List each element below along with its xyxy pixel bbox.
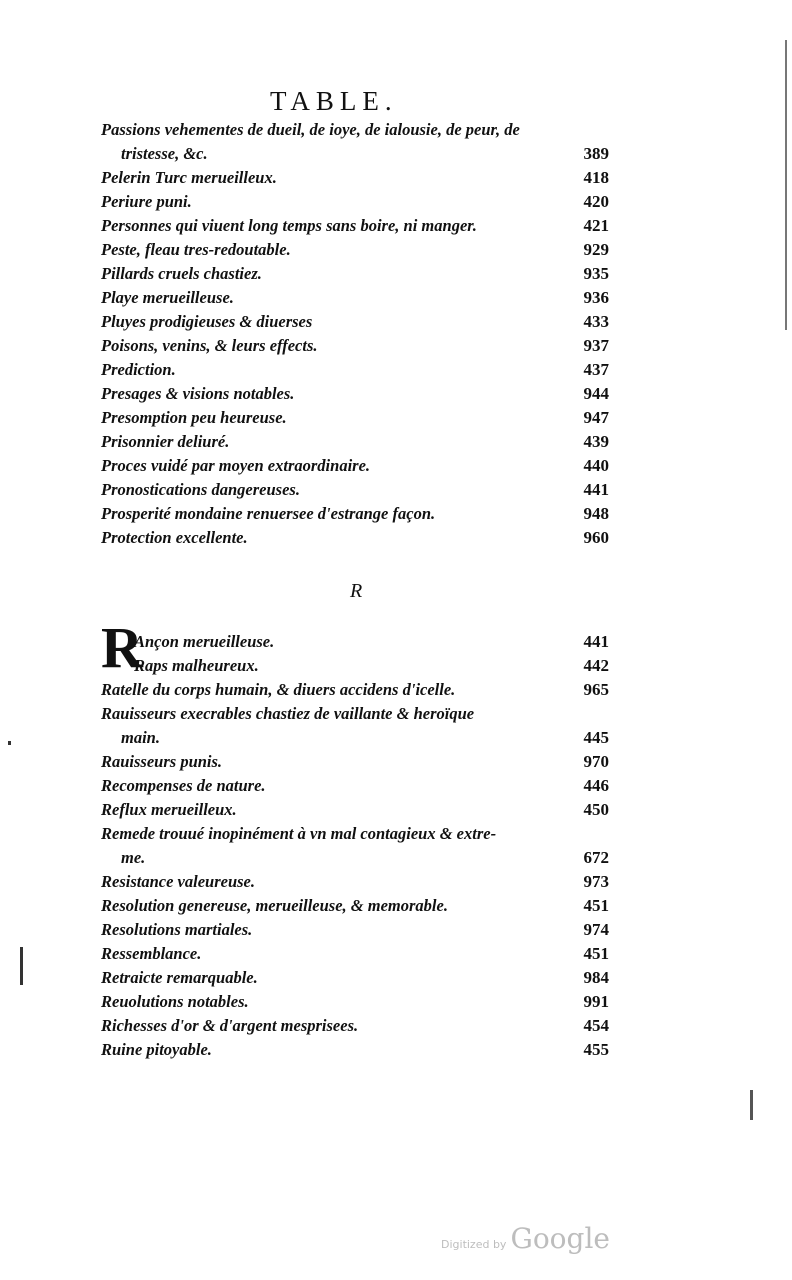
- index-entry: [101, 798, 609, 822]
- entry-page-number: 944: [583, 384, 609, 403]
- index-entry: [101, 822, 609, 846]
- entry-text: Reuolutions notables.: [101, 992, 249, 1011]
- index-entry: [101, 918, 609, 942]
- index-entry: [101, 774, 609, 798]
- google-logo: Google: [510, 1222, 610, 1255]
- index-entry: [101, 678, 609, 702]
- entry-text: Pelerin Turc merueilleux.: [101, 168, 277, 187]
- entry-text: Playe merueilleuse.: [101, 288, 234, 307]
- entry-page-number: 418: [583, 168, 609, 187]
- entry-page-number: 446: [583, 776, 609, 795]
- entry-text: Ratelle du corps humain, & diuers accidens d'icelle.: [101, 680, 456, 699]
- index-entry: [101, 478, 609, 502]
- entry-page-number: 974: [583, 920, 609, 939]
- entry-text: Rauisseurs execrables chastiez de vaillante & heroïque: [101, 704, 475, 723]
- entry-text: Personnes qui viuent long temps sans boire, ni manger.: [101, 216, 477, 235]
- entry-page-number: 433: [583, 312, 609, 331]
- index-entry: [101, 726, 609, 750]
- entry-page-number: 936: [583, 288, 609, 307]
- entry-page-number: 437: [583, 360, 609, 379]
- page-title: TABLE.: [270, 86, 398, 116]
- index-entry: [101, 750, 609, 774]
- entry-page-number: 441: [583, 480, 609, 499]
- entry-text: Prisonnier deliuré.: [101, 432, 230, 451]
- index-entry: [101, 166, 609, 190]
- index-entry: [101, 702, 609, 726]
- index-entry: [101, 1038, 609, 1062]
- entry-page-number: 441: [583, 632, 609, 651]
- entry-text: Presomption peu heureuse.: [101, 408, 287, 427]
- entry-text: me.: [121, 848, 146, 867]
- entry-text: Reflux merueilleux.: [101, 800, 237, 819]
- entry-page-number: 947: [583, 408, 609, 427]
- index-entry: [101, 630, 609, 654]
- page-edge-shadow: [785, 40, 787, 330]
- entry-text: Pronostications dangereuses.: [101, 480, 300, 499]
- entry-page-number: 451: [583, 944, 609, 963]
- index-entry: [101, 190, 609, 214]
- index-entry: [101, 382, 609, 406]
- index-entry: [101, 238, 609, 262]
- entry-text: Prosperité mondaine renuersee d'estrange façon.: [101, 504, 436, 523]
- index-entry: [101, 942, 609, 966]
- entry-page-number: 937: [583, 336, 609, 355]
- entry-page-number: 454: [583, 1016, 609, 1035]
- entry-page-number: 445: [583, 728, 609, 747]
- entry-page-number: 420: [583, 192, 609, 211]
- index-entry: [101, 1014, 609, 1038]
- margin-speck: [8, 741, 11, 745]
- index-entry: [101, 358, 609, 382]
- entry-page-number: 948: [583, 504, 609, 523]
- index-entry: [101, 430, 609, 454]
- index-section-p: [101, 118, 609, 550]
- digitized-label: Digitized by: [441, 1238, 507, 1251]
- index-entry: [101, 286, 609, 310]
- index-entry: [101, 310, 609, 334]
- entry-text: Resolution genereuse, merueilleuse, & memorable.: [101, 896, 448, 915]
- index-entry: [101, 966, 609, 990]
- entry-page-number: 421: [583, 216, 609, 235]
- entry-text: Richesses d'or & d'argent mesprisees.: [101, 1016, 359, 1035]
- entry-page-number: 672: [583, 848, 609, 867]
- entry-text: Raps malheureux.: [134, 656, 259, 675]
- index-entry: [101, 214, 609, 238]
- entry-text: Ruine pitoyable.: [101, 1040, 212, 1059]
- index-entry: [101, 262, 609, 286]
- digitized-by-google-watermark: [441, 1222, 610, 1255]
- entry-page-number: 455: [583, 1040, 609, 1059]
- entry-page-number: 439: [583, 432, 609, 451]
- entry-text: Remede trouué inopinément à vn mal contagieux & extre-: [101, 824, 497, 843]
- entry-text: Pluyes prodigieuses & diuerses: [101, 312, 313, 331]
- index-entry: [101, 454, 609, 478]
- index-entry: [101, 406, 609, 430]
- index-entry: [101, 990, 609, 1014]
- index-entry: [101, 846, 609, 870]
- entry-text: Prediction.: [101, 360, 176, 379]
- index-entry: [101, 654, 609, 678]
- index-entry: [101, 334, 609, 358]
- entry-text: Poisons, venins, & leurs effects.: [101, 336, 318, 355]
- entry-page-number: 991: [583, 992, 609, 1011]
- entry-text: Rauisseurs punis.: [101, 752, 223, 771]
- entry-page-number: 973: [583, 872, 609, 891]
- entry-page-number: 442: [583, 656, 609, 675]
- entry-text: Resistance valeureuse.: [101, 872, 255, 891]
- entry-text: Passions vehementes de dueil, de ioye, de ialousie, de peur, de: [101, 120, 520, 139]
- entry-text: Resolutions martiales.: [101, 920, 253, 939]
- margin-mark-right: [750, 1090, 753, 1120]
- entry-text: Periure puni.: [101, 192, 192, 211]
- entry-page-number: 450: [583, 800, 609, 819]
- index-entry: [101, 118, 609, 142]
- index-entry: [101, 142, 609, 166]
- entry-page-number: 929: [583, 240, 609, 259]
- entry-page-number: 935: [583, 264, 609, 283]
- margin-mark: [20, 947, 23, 985]
- drop-cap-initial: R: [101, 615, 143, 680]
- entry-page-number: 389: [583, 144, 609, 163]
- entry-text: tristesse, &c.: [121, 144, 208, 163]
- entry-text: Proces vuidé par moyen extraordinaire.: [101, 456, 371, 475]
- index-entry: [101, 894, 609, 918]
- entry-text: Recompenses de nature.: [101, 776, 266, 795]
- section-letter: R: [350, 580, 363, 602]
- entry-page-number: 984: [583, 968, 609, 987]
- entry-text: main.: [121, 728, 160, 747]
- entry-text: Ressemblance.: [101, 944, 202, 963]
- index-section-r: [101, 630, 609, 1062]
- entry-page-number: 451: [583, 896, 609, 915]
- entry-page-number: 970: [583, 752, 609, 771]
- entry-page-number: 965: [583, 680, 609, 699]
- entry-text: Peste, fleau tres-redoutable.: [101, 240, 291, 259]
- index-entry: [101, 870, 609, 894]
- entry-text: Retraicte remarquable.: [101, 968, 258, 987]
- entry-text: Ançon merueilleuse.: [134, 632, 275, 651]
- entry-text: Presages & visions notables.: [101, 384, 295, 403]
- entry-page-number: 960: [583, 528, 609, 547]
- entry-text: Protection excellente.: [101, 528, 248, 547]
- index-entry: [101, 502, 609, 526]
- entry-text: Pillards cruels chastiez.: [101, 264, 262, 283]
- entry-page-number: 440: [583, 456, 609, 475]
- index-entry: [101, 526, 609, 550]
